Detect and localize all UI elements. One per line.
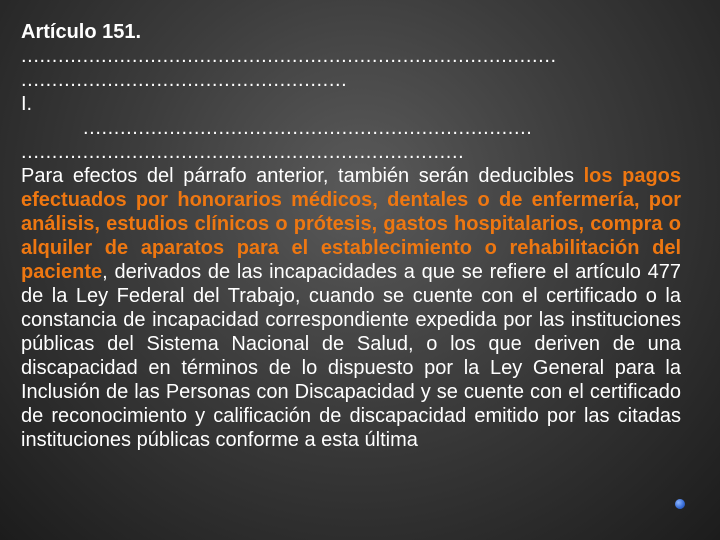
article-paragraph [21,164,681,452]
ellipsis-line: ..................................................... [21,69,348,91]
paragraph-rest: , derivados de las incapacidades a que se refiere el artículo 477 de la Ley Federal del Trabajo, cuando se cuente con el certificado o la constancia de incapacidad correspondiente expedida por las instituciones públicas del Sistema Nacional de Salud, o los que deriven de una discapacidad en términos de lo dispuesto por la Ley General para la Inclusión de las Personas con Discapacidad y se cuente con el certificado de reconocimiento y calificación de discapacidad emitido por las citadas instituciones públicas conforme a esta última [21,261,681,451]
ellipsis-line: ......................................................................... [83,117,533,139]
article-title: Artículo 151. [21,21,142,43]
highlighted-text: los pagos efectuados por honorarios médicos, dentales o de enfermería, por análisis, estudios clínicos o prótesis, gastos hospitalarios, compra o alquiler de aparatos para el establecimiento o rehabilitación del paciente [21,165,681,283]
section-numeral: I. [21,93,33,115]
ellipsis-line: ....................................................................................... [21,45,557,67]
paragraph-lead: Para efectos del párrafo anterior, también serán deducibles [21,165,584,187]
ellipsis-line: ........................................................................ [21,141,465,163]
blue-bullet-icon [675,499,685,509]
slide-content [21,20,681,452]
